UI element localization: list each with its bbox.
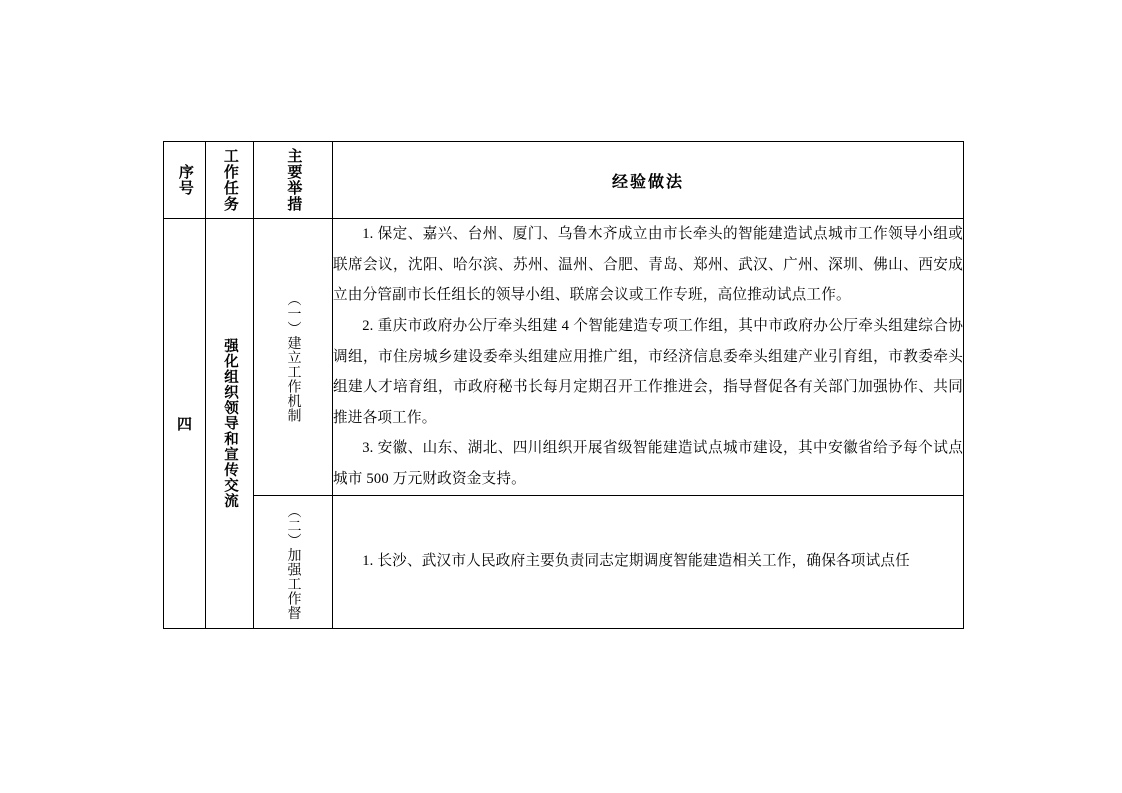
row-measure-cell-1 bbox=[254, 219, 333, 496]
row-measure-cell-2 bbox=[254, 495, 333, 628]
experience-paragraph: 2. 重庆市政府办公厅牵头组建 4 个智能建造专项工作组，其中市政府办公厅牵头组建综合协调组，市住房城乡建设委牵头组建应用推广组，市经济信息委牵头组建产业引育组，市教委牵头组建人才培育组，市政府秘书长每月定期召开工作推进会，指导督促各有关部门加强协作、共同推进各项工作。 bbox=[333, 317, 963, 426]
row-task-label: 强化组织领导和宣传交流 bbox=[222, 338, 238, 509]
table-header-row bbox=[164, 142, 964, 219]
row-seq-number: 四 bbox=[164, 219, 206, 629]
experience-paragraph: 1. 长沙、武汉市人民政府主要负责同志定期调度智能建造相关工作，确保各项试点任 bbox=[362, 553, 910, 570]
header-label-experience: 经验做法 bbox=[611, 173, 684, 191]
table-row bbox=[164, 219, 964, 496]
header-cell-seq bbox=[164, 142, 206, 219]
experience-paragraph: 3. 安徽、山东、湖北、四川组织开展省级智能建造试点城市建设，其中安徽省给予每个试点城市 500 万元财政资金支持。 bbox=[333, 440, 963, 488]
header-label-task: 工作任务 bbox=[221, 148, 238, 212]
header-cell-experience bbox=[333, 142, 964, 219]
row-experience-cell-2 bbox=[333, 495, 964, 628]
row-task-cell bbox=[206, 219, 254, 629]
header-cell-task bbox=[206, 142, 254, 219]
experience-paragraph: 1. 保定、嘉兴、台州、厦门、乌鲁木齐成立由市长牵头的智能建造试点城市工作领导小组或联席会议，沈阳、哈尔滨、苏州、温州、合肥、青岛、郑州、武汉、广州、深圳、佛山、西安成立由分管副市长任组长的领导小组、联席会议或工作专班，高位推动试点工作。 bbox=[333, 226, 963, 304]
header-cell-measure bbox=[254, 142, 333, 219]
header-label-measure: 主要举措 bbox=[285, 148, 302, 212]
row-measure-label-1: （一）建立工作机制 bbox=[285, 291, 301, 423]
table-row bbox=[164, 495, 964, 628]
experience-table-wrapper bbox=[163, 141, 963, 629]
experience-table bbox=[163, 141, 964, 629]
row-measure-label-2: （二）加强工作督 bbox=[285, 503, 301, 620]
row-experience-cell-1 bbox=[333, 219, 964, 496]
header-label-seq: 序号 bbox=[176, 164, 193, 196]
